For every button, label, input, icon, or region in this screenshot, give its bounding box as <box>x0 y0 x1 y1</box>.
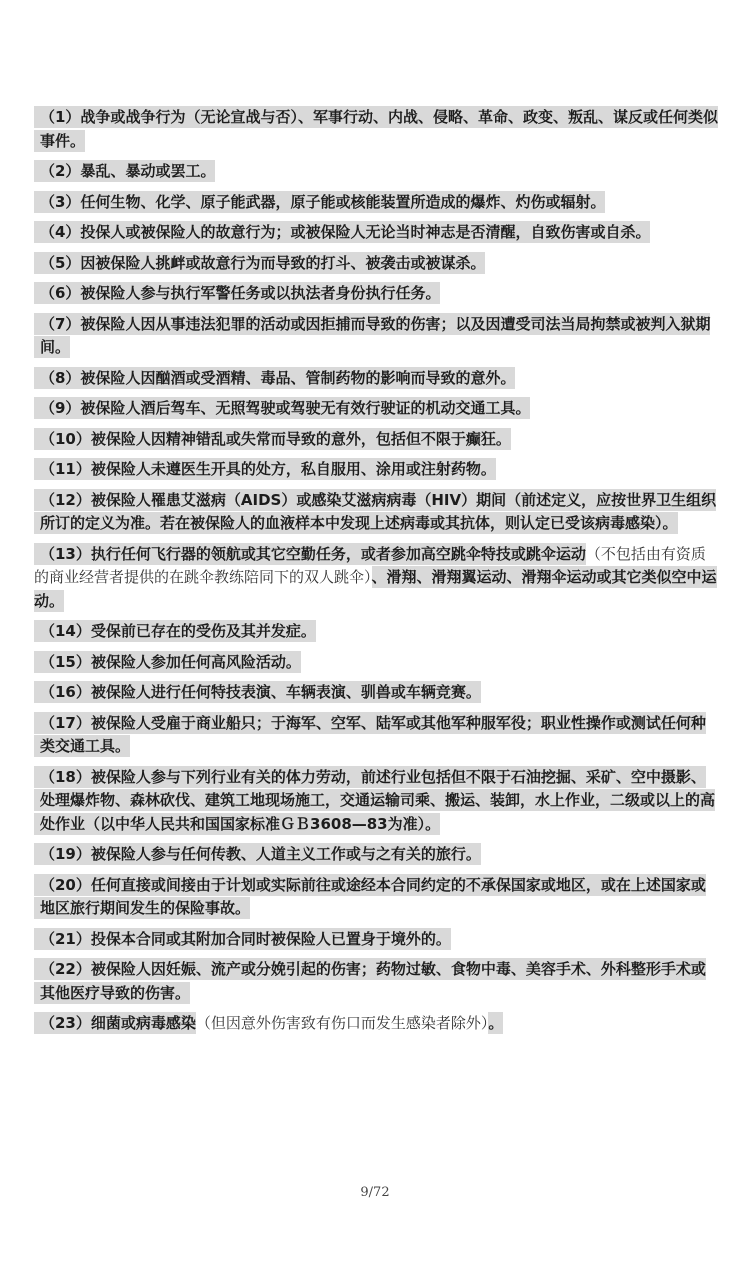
clause-2-text: （2）暴乱、暴动或罢工。 <box>34 160 215 182</box>
clause-16 <box>34 681 718 705</box>
clause-17-text: （17）被保险人受雇于商业船只；于海军、空军、陆军或其他军种服军役；职业性操作或测试任何种类交通工具。 <box>34 712 706 758</box>
clause-4 <box>34 221 718 245</box>
clause-20 <box>34 874 718 921</box>
clause-11-text: （11）被保险人未遵医生开具的处方，私自服用、涂用或注射药物。 <box>34 458 496 480</box>
clause-13-text: （13）执行任何飞行器的领航或其它空勤任务，或者参加高空跳伞特技或跳伞运动 <box>34 543 586 565</box>
clause-10 <box>34 428 718 452</box>
clause-19-text: （19）被保险人参与任何传教、人道主义工作或与之有关的旅行。 <box>34 843 481 865</box>
clause-7 <box>34 313 718 360</box>
clause-23-note: （但因意外伤害致有伤口而发生感染者除外） <box>195 1014 489 1032</box>
clause-15 <box>34 651 718 675</box>
clause-1 <box>34 106 718 153</box>
clause-18 <box>34 766 718 837</box>
clause-23-text: （23）细菌或病毒感染 <box>34 1012 196 1034</box>
clause-11 <box>34 458 718 482</box>
clause-22 <box>34 958 718 1005</box>
clause-13 <box>34 543 718 614</box>
clause-18-text: （18）被保险人参与下列行业有关的体力劳动，前述行业包括但不限于石油挖掘、采矿、空中摄影、处理爆炸物、森林砍伐、建筑工地现场施工，交通运输司乘、搬运、装卸，水上作业，二级或以上的高处作业（以中华人民共和国国家标准ＧＢ3608—83为准）。 <box>34 766 715 835</box>
clause-13-note: （不包括由有资质的商业经营者提供的在跳伞教练陪同下的双人跳伞） <box>34 544 706 586</box>
clause-6 <box>34 282 718 306</box>
clause-19 <box>34 843 718 867</box>
clause-20-text: （20）任何直接或间接由于计划或实际前往或途经本合同约定的不承保国家或地区，或在上述国家或地区旅行期间发生的保险事故。 <box>34 874 706 920</box>
clause-16-text: （16）被保险人进行任何特技表演、车辆表演、驯兽或车辆竞赛。 <box>34 681 481 703</box>
clause-12-text: （12）被保险人罹患艾滋病（AIDS）或感染艾滋病病毒（HIV）期间（前述定义，应按世界卫生组织所订的定义为准。若在被保险人的血液样本中发现上述病毒或其抗体，则认定已受该病毒感染）。 <box>34 489 716 535</box>
clause-14-text: （14）受保前已存在的受伤及其并发症。 <box>34 620 316 642</box>
clause-3 <box>34 191 718 215</box>
clause-15-text: （15）被保险人参加任何高风险活动。 <box>34 651 301 673</box>
clause-2 <box>34 160 718 184</box>
clause-8 <box>34 367 718 391</box>
clause-21-text: （21）投保本合同或其附加合同时被保险人已置身于境外的。 <box>34 928 451 950</box>
exclusion-clause-list <box>34 106 718 1043</box>
clause-3-text: （3）任何生物、化学、原子能武器，原子能或核能装置所造成的爆炸、灼伤或辐射。 <box>34 191 605 213</box>
clause-13-tail: 、滑翔、滑翔翼运动、滑翔伞运动或其它类似空中运动。 <box>34 568 717 610</box>
clause-14 <box>34 620 718 644</box>
clause-8-text: （8）被保险人因酗酒或受酒精、毒品、管制药物的影响而导致的意外。 <box>34 367 515 389</box>
clause-9-text: （9）被保险人酒后驾车、无照驾驶或驾驶无有效行驶证的机动交通工具。 <box>34 397 530 419</box>
clause-10-text: （10）被保险人因精神错乱或失常而导致的意外，包括但不限于癫狂。 <box>34 428 511 450</box>
clause-5 <box>34 252 718 276</box>
clause-21 <box>34 928 718 952</box>
page-number: 9/72 <box>360 1185 390 1200</box>
clause-23-tail: 。 <box>488 1014 504 1032</box>
clause-7-text: （7）被保险人因从事违法犯罪的活动或因拒捕而导致的伤害；以及因遭受司法当局拘禁或被判入狱期间。 <box>34 313 710 359</box>
clause-23 <box>34 1012 718 1036</box>
clause-5-text: （5）因被保险人挑衅或故意行为而导致的打斗、被袭击或被谋杀。 <box>34 252 485 274</box>
clause-6-text: （6）被保险人参与执行军警任务或以执法者身份执行任务。 <box>34 282 440 304</box>
clause-4-text: （4）投保人或被保险人的故意行为；或被保险人无论当时神志是否清醒，自致伤害或自杀。 <box>34 221 650 243</box>
clause-12 <box>34 489 718 536</box>
clause-1-text: （1）战争或战争行为（无论宣战与否）、军事行动、内战、侵略、革命、政变、叛乱、谋反或任何类似事件。 <box>34 106 718 152</box>
clause-9 <box>34 397 718 421</box>
clause-17 <box>34 712 718 759</box>
clause-22-text: （22）被保险人因妊娠、流产或分娩引起的伤害；药物过敏、食物中毒、美容手术、外科整形手术或其他医疗导致的伤害。 <box>34 958 706 1004</box>
